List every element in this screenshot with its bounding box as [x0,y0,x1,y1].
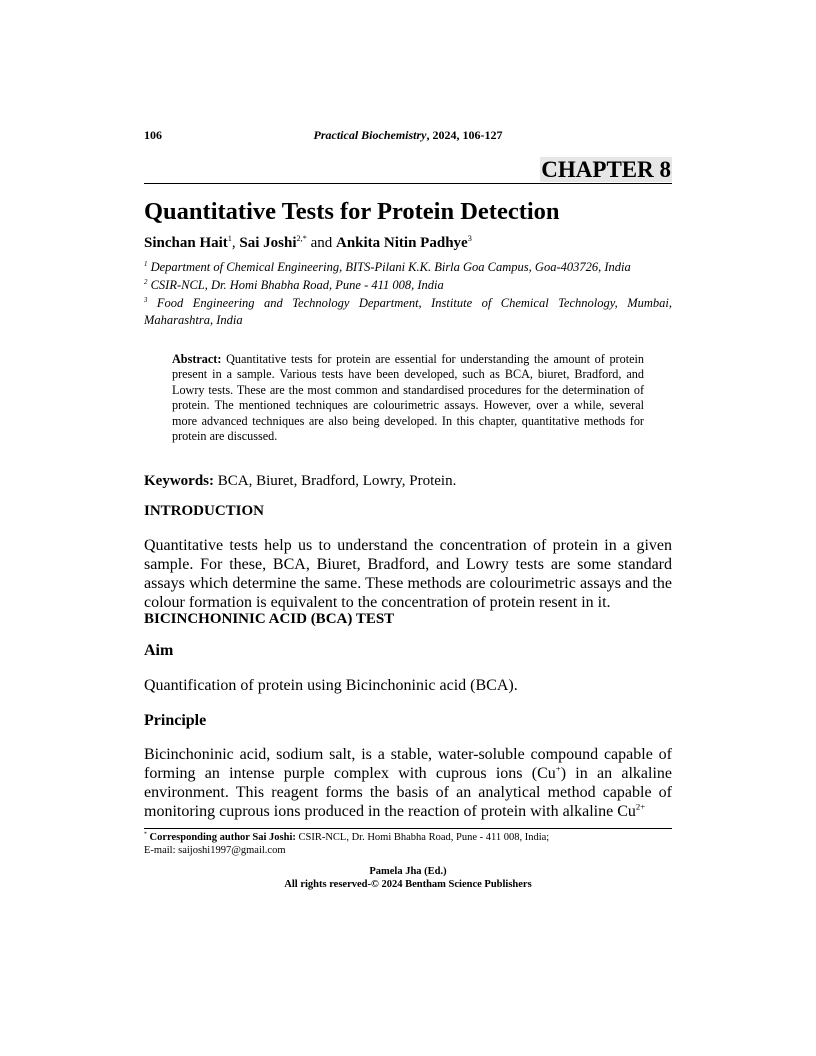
principle-text: Bicinchoninic acid, sodium salt, is a stable, water-soluble compound capable of forming an intense purple complex with cuprous ions (Cu [144,746,672,782]
abstract-text: Quantitative tests for protein are essential for understanding the amount of protein present in a sample. Various tests have been developed, such as BCA, biuret, Bradford, and Lowry tests. These are the most common and standardised procedures for the determination of protein. The mentioned techniques are colourimetric assays. However, over a while, several more advanced techniques are also being developed. In this chapter, quantitative methods for protein are discussed. [172,352,644,444]
charge-superscript: 2+ [635,801,646,812]
affiliation [144,277,672,294]
subheading-principle: Principle [144,712,207,729]
aim-paragraph: Quantification of protein using Bicinchoninic acid (BCA). [144,677,518,694]
footnote-label: Corresponding author Sai Joshi: [146,832,296,843]
affiliation [144,259,672,276]
principle-paragraph [144,745,672,821]
header-divider [144,183,672,184]
keywords-label: Keywords: [144,473,214,489]
author-name: Sinchan Hait [144,235,228,251]
running-header [144,128,672,144]
affiliation [144,295,672,329]
principle-text: ) in an alkaline environment. This reagent forms the basis of an analytical method capable of monitoring cuprous ions produced in the reaction of protein with alkaline Cu [144,765,672,820]
footer-copyright: All rights reserved-© 2024 Bentham Science Publishers [284,878,532,890]
keywords [144,472,672,491]
page-number: 106 [144,128,162,142]
affiliation-text: Food Engineering and Technology Department, Institute of Chemical Technology, Mumbai, Maharashtra, India [144,296,672,327]
footnote [144,832,672,857]
charge-superscript: + [555,763,561,774]
subheading-aim: Aim [144,642,174,659]
author-name: Sai Joshi [239,235,297,251]
introduction-paragraph: Quantitative tests help us to understand the concentration of protein in a given sample. For these, BCA, Biuret, Bradford, and Lowry tests are some standard assays which determine the same. These methods are colourimetric assays and the colour formation is equivalent to the concentration of protein resent in it. [144,537,672,611]
footnote-mark: * [144,831,147,838]
chapter-label [144,157,672,183]
footnote-divider [144,828,672,829]
abstract [172,352,644,444]
footer-editor: Pamela Jha (Ed.) [369,866,447,877]
author-name: Ankita Nitin Padhye [336,235,468,251]
affiliation-mark: 1 [144,260,148,268]
page-footer [144,866,672,891]
section-heading-introduction: INTRODUCTION [144,503,265,519]
affiliation-text: CSIR-NCL, Dr. Homi Bhabha Road, Pune - 411 008, India [147,278,444,292]
affiliation-text: Department of Chemical Engineering, BITS-Pilani K.K. Birla Goa Campus, Goa-403726, India [147,260,631,274]
author-separator: and [306,235,336,251]
affiliation-mark: 2 [144,278,148,286]
journal-year-pages: , 2024, 106-127 [426,128,503,142]
chapter-title: Quantitative Tests for Protein Detection [144,198,560,225]
journal-citation [144,128,672,143]
chapter-label-text: CHAPTER 8 [541,157,671,182]
keywords-text: BCA, Biuret, Bradford, Lowry, Protein. [214,473,457,489]
author-list [144,234,672,253]
footnote-text: CSIR-NCL, Dr. Homi Bhabha Road, Pune - 411 008, India; [295,832,550,843]
section-heading-bca: BICINCHONINIC ACID (BCA) TEST [144,611,395,627]
author-affiliation-mark: 3 [467,233,472,243]
affiliation-mark: 3 [144,296,148,304]
abstract-label: Abstract: [172,352,222,366]
author-affiliation-mark: 1 [227,233,232,243]
author-affiliation-mark: 2,* [296,233,307,243]
footnote-email: E-mail: saijoshi1997@gmail.com [144,844,286,856]
journal-name: Practical Biochemistry [313,128,427,142]
author-separator: , [231,235,240,251]
